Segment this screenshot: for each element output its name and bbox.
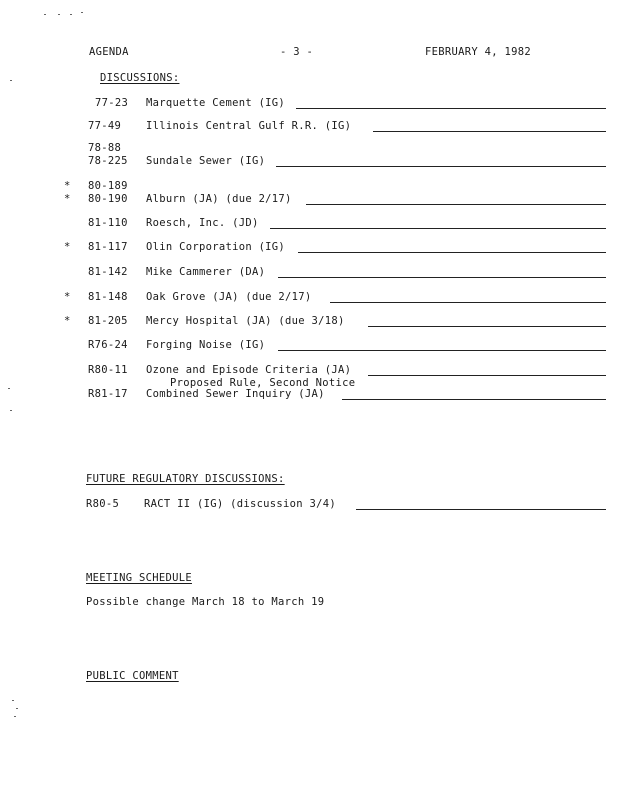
priority-asterisk: * — [64, 241, 71, 253]
docket-number: 81-205 — [88, 315, 128, 327]
scan-speck — [81, 12, 83, 13]
agenda-row — [0, 217, 618, 231]
docket-item: Roesch, Inc. (JD) — [146, 217, 259, 229]
agenda-row — [0, 241, 618, 255]
docket-number: 81-148 — [88, 291, 128, 303]
scan-speck — [14, 716, 16, 717]
public-comment-title: PUBLIC COMMENT — [86, 670, 179, 682]
meeting-schedule-title: MEETING SCHEDULE — [86, 572, 192, 584]
docket-subnote: Proposed Rule, Second Notice — [170, 377, 356, 389]
docket-item: Combined Sewer Inquiry (JA) — [146, 388, 325, 400]
docket-number: R76-24 — [88, 339, 128, 351]
header-date: FEBRUARY 4, 1982 — [425, 46, 531, 58]
agenda-row — [0, 266, 618, 280]
agenda-row — [0, 291, 618, 305]
meeting-schedule-text: Possible change March 18 to March 19 — [86, 596, 325, 608]
docket-item: Marquette Cement (IG) — [146, 97, 286, 109]
agenda-row — [0, 339, 618, 353]
priority-asterisk: * * — [64, 180, 71, 205]
agenda-row — [0, 315, 618, 329]
blank-line — [342, 399, 606, 400]
blank-line — [373, 131, 606, 132]
scan-speck — [10, 80, 12, 81]
header-agenda: AGENDA — [89, 46, 129, 58]
docket-item: Olin Corporation (IG) — [146, 241, 286, 253]
scan-speck — [16, 708, 18, 709]
scan-speck — [10, 410, 12, 411]
blank-line — [278, 350, 606, 351]
docket-item: Sundale Sewer (IG) — [146, 155, 266, 167]
docket-item: Forging Noise (IG) — [146, 339, 266, 351]
docket-number: 80-189 80-190 — [88, 180, 128, 205]
scan-speck — [44, 14, 46, 15]
discussions-title: DISCUSSIONS: — [100, 72, 180, 84]
priority-asterisk: * — [64, 315, 71, 327]
blank-line — [270, 228, 606, 229]
scan-speck — [12, 700, 14, 701]
priority-asterisk: * — [64, 291, 71, 303]
scan-speck — [58, 14, 60, 15]
agenda-row — [0, 97, 618, 111]
blank-line — [330, 302, 606, 303]
agenda-row — [0, 498, 618, 512]
docket-number: 77-49 — [88, 120, 122, 132]
agenda-row — [0, 388, 618, 402]
blank-line — [368, 326, 606, 327]
agenda-row — [0, 120, 618, 134]
blank-line — [356, 509, 606, 510]
docket-item: Illinois Central Gulf R.R. (IG) — [146, 120, 352, 132]
blank-line — [298, 252, 606, 253]
docket-number: 81-142 — [88, 266, 128, 278]
page-number: - 3 - — [280, 46, 314, 58]
docket-item: Ozone and Episode Criteria (JA) — [146, 364, 352, 376]
future-discussions-title: FUTURE REGULATORY DISCUSSIONS: — [86, 473, 285, 485]
scan-speck — [8, 388, 10, 389]
agenda-row — [0, 364, 618, 378]
docket-number: 77-23 — [95, 97, 129, 109]
docket-number: 78-88 78-225 — [88, 142, 128, 167]
docket-number: R81-17 — [88, 388, 128, 400]
docket-item: RACT II (IG) (discussion 3/4) — [144, 498, 337, 510]
agenda-row — [0, 142, 618, 170]
docket-number: R80-5 — [86, 498, 120, 510]
blank-line — [306, 204, 606, 205]
blank-line — [296, 108, 606, 109]
blank-line — [368, 375, 606, 376]
docket-item: Alburn (JA) (due 2/17) — [146, 193, 292, 205]
docket-item: Mercy Hospital (JA) (due 3/18) — [146, 315, 345, 327]
blank-line — [276, 166, 606, 167]
docket-item: Mike Cammerer (DA) — [146, 266, 266, 278]
docket-number: 81-110 — [88, 217, 128, 229]
docket-item: Oak Grove (JA) (due 2/17) — [146, 291, 312, 303]
agenda-row — [0, 180, 618, 208]
scan-speck — [70, 14, 72, 15]
blank-line — [278, 277, 606, 278]
docket-number: R80-11 — [88, 364, 128, 376]
docket-number: 81-117 — [88, 241, 128, 253]
